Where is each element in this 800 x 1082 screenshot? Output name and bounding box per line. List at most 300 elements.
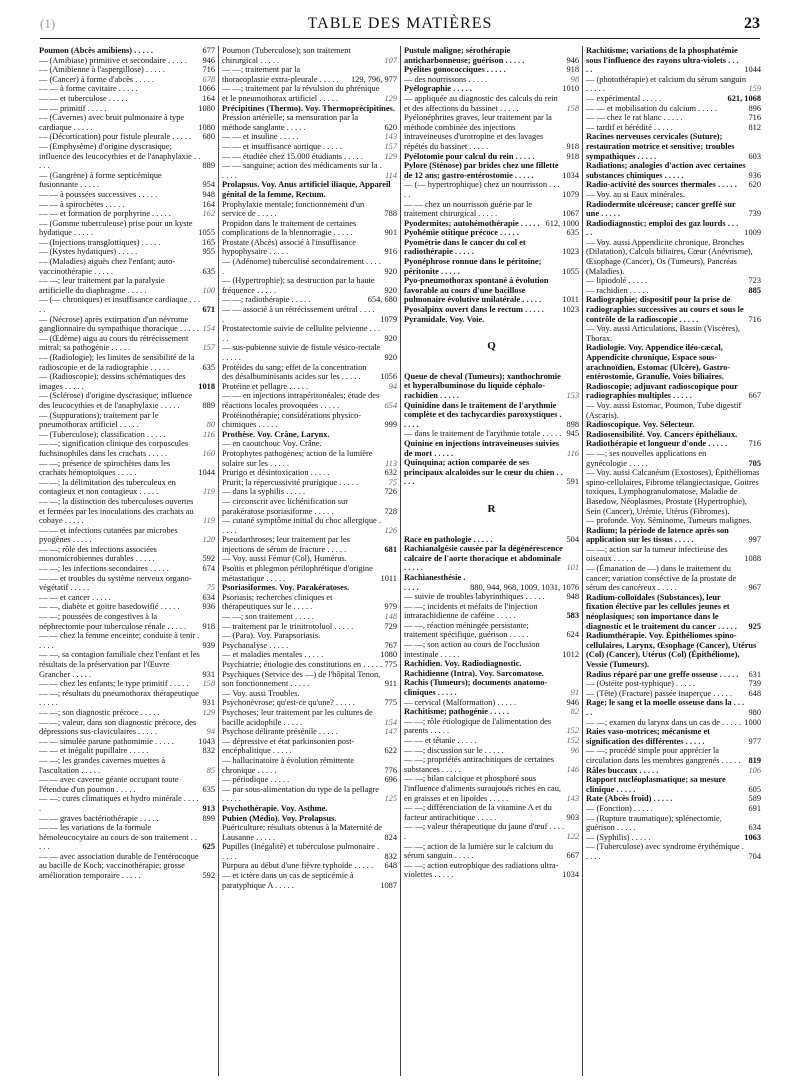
entry-page-number: 832 xyxy=(384,851,397,861)
entry-text: — dans la syphilis . . . . . xyxy=(222,487,306,497)
entry-text: Quinidine dans le traitement de l'arythmie complète et des tachycardies paroxystiques . . . . . xyxy=(404,400,562,429)
entry-text: — —; procédé simple pour apprécier la circulation dans les membres gangrenés . . . . . xyxy=(586,746,741,765)
index-entry xyxy=(404,65,579,75)
entry-page-number: 936 xyxy=(202,602,215,612)
entry-page-number: 739 xyxy=(748,679,761,689)
index-entry xyxy=(39,295,215,314)
index-entry xyxy=(222,46,397,65)
index-entry xyxy=(39,132,215,142)
entry-text: — — à spirochètes . . . . . xyxy=(39,199,125,209)
entry-page-number: 716 xyxy=(748,439,761,449)
index-entry xyxy=(222,823,397,842)
index-entry xyxy=(222,842,397,861)
index-entry xyxy=(39,257,215,276)
entry-page-number: 165 xyxy=(202,237,215,247)
entry-text: Radiothérapie et longueur d'onde . . . . . xyxy=(586,439,728,449)
index-entry xyxy=(39,171,215,190)
entry-page-number: 605 xyxy=(748,784,761,794)
entry-text: Protéinothérapie; considérations physico-chimiques . . . . . xyxy=(222,410,362,430)
index-entry xyxy=(222,257,397,276)
entry-text: — dans le traitement de l'arythmie totale . . . . . xyxy=(404,429,562,439)
entry-text: — — et formation de porphyrine . . . . . xyxy=(39,209,171,219)
entry-text: Prurit; la répercussivité prurigique . . . . . xyxy=(222,477,359,487)
entry-page-number: 925 xyxy=(748,621,761,631)
entry-text: Psychothérapie. Voy. Asthme. xyxy=(222,803,328,813)
entry-text: — — et troubles du système nerveux organo-végétatif . . . . . xyxy=(39,573,192,593)
entry-page-number: 634 xyxy=(202,592,215,602)
index-entry xyxy=(404,439,579,458)
entry-page-number: 624 xyxy=(566,630,579,640)
entry-text: — et ictère dans un cas de septicémie à paratyphique A . . . . . xyxy=(222,871,354,890)
entry-page-number: 918 xyxy=(566,65,579,75)
entry-page-number: 999 xyxy=(384,420,397,430)
index-entry xyxy=(586,766,761,776)
entry-page-number: 1056 xyxy=(380,372,397,382)
index-entry xyxy=(404,755,579,774)
entry-page-number: 704 xyxy=(748,851,761,861)
entry-text: Radiologie. Voy. Appendice iléo-cæcal, Appendicite chronique, Espace sous-arachnoïdien, Estomac (Ulcère), Gastro-entérostomie, Granulie, Voies biliaires. xyxy=(586,343,731,382)
entry-text: — (Sclérose) d'origine dyscrasique; influence des leucocythies et de l'anaphylaxie . . . . . xyxy=(39,391,193,410)
entry-text: Pyélotomie pour calcul du rein . . . . . xyxy=(404,151,535,161)
entry-page-number: 1063 xyxy=(744,832,761,842)
index-entry xyxy=(39,526,215,545)
entry-page-number: 591 xyxy=(566,477,579,487)
entry-text: — dépressive et état parkinsonien post-encéphalitique . . . . . xyxy=(222,736,355,756)
entry-text: — cutané symptôme initial du choc allergique . . . . . xyxy=(222,516,381,535)
index-entry xyxy=(404,842,579,861)
entry-page-number: 146 xyxy=(566,764,579,774)
entry-text: Quinine en injections intraveineuses suivies de mort . . . . . xyxy=(404,438,559,458)
entry-text: — —; valeur thérapeutique du jaune d'œuf . . . . . xyxy=(404,822,565,841)
index-entry xyxy=(586,526,761,545)
entry-text: Pyélographie . . . . . xyxy=(404,84,472,94)
entry-text: — — et tuberculose . . . . . xyxy=(39,93,128,103)
entry-text: Rachidien. Voy. Radiodiagnostic. xyxy=(404,659,522,669)
index-entry xyxy=(222,689,397,699)
entry-text: Râles buccaux . . . . . xyxy=(586,765,659,775)
index-entry xyxy=(404,640,579,659)
entry-text: — (Hypertrophie); sa destruction par la haute fréquence . . . . . xyxy=(222,276,375,295)
index-entry xyxy=(39,756,215,775)
index-entry xyxy=(222,391,397,410)
entry-page-number: 931 xyxy=(202,669,215,679)
entry-page-number: 625 xyxy=(202,842,215,852)
entry-text: Radiographie; dispositif pour la prise de radiographies successives au cours et sous le contrôle de la radioscopie . . . . . xyxy=(586,295,744,324)
entry-page-number: 832 xyxy=(202,746,215,756)
index-entry xyxy=(39,65,215,75)
entry-page-number: 152 xyxy=(566,726,579,736)
entry-page-number: 1055 xyxy=(562,266,579,276)
index-entry xyxy=(586,794,761,804)
entry-text: Queue de cheval (Tumeurs); xanthochromie et hyperalbuminose du liquide céphalo-rachidien . . . . . xyxy=(404,371,561,400)
entry-page-number: 681 xyxy=(384,544,397,554)
entry-text: — — étudiée chez 15.000 étudiants . . . . . xyxy=(222,151,363,161)
index-entry xyxy=(222,650,397,660)
entry-page-number: 1011 xyxy=(380,573,397,583)
entry-text: Pyramidale. Voy. Voie. xyxy=(404,314,485,324)
index-entry xyxy=(586,382,761,401)
entry-text: — — primitif . . . . . xyxy=(39,103,107,113)
entry-page-number: 157 xyxy=(202,343,215,353)
entry-page-number: 1080 xyxy=(380,650,397,660)
index-entry xyxy=(222,132,397,142)
entry-text: — Voy. aussi Fémur (Col), Humérus. xyxy=(222,554,347,564)
entry-page-number: 1012 xyxy=(562,649,579,659)
index-entry xyxy=(404,161,579,180)
entry-page-number: 592 xyxy=(202,554,215,564)
entry-page-number: 635 xyxy=(566,228,579,238)
index-entry xyxy=(404,803,579,822)
index-entry xyxy=(39,718,215,737)
entry-text: — Voy. aussi Estomac, Poumon, Tube digestif (Ascaris). xyxy=(586,400,742,420)
entry-page-number: 620 xyxy=(748,180,761,190)
entry-page-number: 788 xyxy=(384,209,397,219)
entry-page-number: 680 xyxy=(202,132,215,142)
entry-page-number: 728 xyxy=(384,506,397,516)
entry-text: — — et inégalit pupillaire . . . . . xyxy=(39,746,149,756)
entry-page-number: 824 xyxy=(384,832,397,842)
index-entry xyxy=(404,75,579,85)
index-entry xyxy=(222,554,397,564)
index-entry xyxy=(39,56,215,66)
entry-text: — —; rôle des infections associées monomicrobiennes durables . . . . . xyxy=(39,544,157,564)
entry-text: — —; incidents et méfaits de l'injection intrarachidienne de caféine . . . . . xyxy=(404,601,538,621)
entry-text: Pyométrie dans le cancer du col et radiothérapie . . . . . xyxy=(404,237,526,257)
entry-text: — —; son traitement . . . . . xyxy=(222,612,314,622)
index-entry xyxy=(404,774,579,803)
entry-page-number: 1023 xyxy=(562,247,579,257)
entry-page-number: 1055 xyxy=(198,228,215,238)
index-entry xyxy=(39,411,215,430)
index-entry xyxy=(222,430,397,440)
entry-text: Radium; la période de latence après son application sur les tissus . . . . . xyxy=(586,525,729,545)
entry-text: Racines nerveuses cervicales (Suture); restauration motrice et sensitive; troubles sympathiques . . . . . xyxy=(586,132,735,161)
entry-text: Rachitisme; variations de la phosphatémie sous l'influence des rayons ultra-violets . . . . . xyxy=(586,46,739,75)
index-entry xyxy=(586,200,761,219)
index-entry xyxy=(222,564,397,583)
entry-text: — — à forme cavitaire . . . . . xyxy=(39,84,138,94)
entry-page-number: 889 xyxy=(202,161,215,171)
entry-text: — (Kystes hydatiques) . . . . . xyxy=(39,247,138,257)
entry-page-number: 147 xyxy=(384,727,397,737)
index-entry xyxy=(39,391,215,410)
entry-page-number: 775 xyxy=(384,698,397,708)
index-entry xyxy=(586,679,761,689)
index-entry xyxy=(39,104,215,114)
section-letter: R xyxy=(487,502,496,515)
entry-text: Radius réparé par une greffe osseuse . . . . . xyxy=(586,669,739,679)
index-entry xyxy=(404,592,579,602)
entry-page-number: 592 xyxy=(202,871,215,881)
entry-page-number: 955 xyxy=(202,247,215,257)
entry-text: — (Injections transglottiques) . . . . . xyxy=(39,237,161,247)
entry-text: Rage; le sang et la moelle osseuse dans la . . . . . xyxy=(586,698,745,717)
index-entry xyxy=(222,497,397,516)
entry-page-number: 1010 xyxy=(562,84,579,94)
entry-text: Prurigo et désintoxication . . . . . xyxy=(222,468,330,478)
index-entry xyxy=(404,544,579,573)
index-entry xyxy=(404,315,579,325)
entry-text: — — graves bactériothérapie . . . . . xyxy=(39,813,159,823)
index-entry xyxy=(586,46,761,75)
index-entry xyxy=(404,458,579,487)
entry-text: Pyodermites; autohémothérapie . . . . . xyxy=(404,218,540,228)
entry-page-number: 946 xyxy=(566,55,579,65)
index-entry xyxy=(586,75,761,94)
entry-page-number: 979 xyxy=(384,602,397,612)
entry-page-number: 1000 xyxy=(744,717,761,727)
entry-text: Rachidienne (Intra). Voy. Sarcomatose. xyxy=(404,668,544,678)
entry-text: — —; rôle étiologique de l'alimentation des parents . . . . . xyxy=(404,716,552,736)
entry-page-number: 671 xyxy=(202,305,215,315)
entry-text: — Voy. aussi Troubles. xyxy=(222,688,300,698)
index-entry xyxy=(222,324,397,343)
index-entry xyxy=(586,276,761,286)
entry-page-number: 896 xyxy=(748,103,761,113)
index-entry xyxy=(586,449,761,468)
entry-text: Psychoses; leur traitement par les cultures de bacille acidophile . . . . . xyxy=(222,707,373,727)
entry-page-number: 1088 xyxy=(744,554,761,564)
index-entry xyxy=(39,94,215,104)
entry-text: — — associé à un rétrécissement urétral . . . . . xyxy=(222,305,375,324)
entry-page-number: 946 xyxy=(202,55,215,65)
entry-text: Protéides du sang; effet de la concentration des désalbuminisants acides sur les . . . . . xyxy=(222,362,367,382)
entry-text: Psychose délirante présénile . . . . . xyxy=(222,727,338,737)
entry-page-number: 899 xyxy=(202,813,215,823)
entry-text: — traitement par le trinitrotoluol . . . . . xyxy=(222,621,354,631)
entry-page-number: 696 xyxy=(384,775,397,785)
index-entry xyxy=(39,478,215,497)
entry-text: — — chez les enfants; le type primitif . . . . . xyxy=(39,679,189,689)
index-entry xyxy=(222,593,397,612)
entry-page-number: 107 xyxy=(384,55,397,65)
index-entry xyxy=(222,737,397,756)
entry-page-number: 716 xyxy=(202,65,215,75)
index-entry xyxy=(586,238,761,276)
index-entry xyxy=(586,420,761,430)
entry-text: — (Maladies) aiguës chez l'enfant; auto-vaccinothérapie . . . . . xyxy=(39,257,176,276)
entry-text: Radium-colloïdales (Substances), leur fixation élective par les cellules jeunes et néoplasiques; son importance dans le diagnostic et le traitement du cancer . . . . . xyxy=(586,592,737,631)
entry-page-number: 129 xyxy=(384,93,397,103)
index-entry xyxy=(222,152,397,162)
entry-page-number: 1087 xyxy=(380,880,397,890)
entry-text: — — et cancer . . . . . xyxy=(39,592,111,602)
entry-text: — (— hypertrophique) chez un nourrisson . . . . . xyxy=(404,180,560,199)
entry-page-number: 1023 xyxy=(562,305,579,315)
index-entry xyxy=(222,871,397,890)
index-entry xyxy=(222,200,397,219)
index-entry xyxy=(222,775,397,785)
index-entry xyxy=(586,564,761,593)
entry-text: — tardif et hérédité . . . . . xyxy=(586,122,673,132)
entry-page-number: 880, 944, 968, 1009, 1031, 1076 xyxy=(470,582,579,592)
index-entry xyxy=(222,219,397,238)
index-entry xyxy=(586,775,761,794)
entry-text: — —; la distinction des tuberculoses ouvertes et fermées par les inoculations des crachats au cobaye . . . . . xyxy=(39,496,194,526)
index-entry xyxy=(39,209,215,219)
entry-page-number: 948 xyxy=(202,189,215,199)
index-columns xyxy=(36,46,764,1076)
entry-text: Précipitines (Thermo). Voy. Thermoprécipitines. xyxy=(222,103,395,113)
entry-text: — (Tuberculose); classification . . . . . xyxy=(39,429,166,439)
entry-text: Prostatectomie suivie de cellulite pelvienne . . . . . xyxy=(222,324,381,343)
entry-page-number: 129 xyxy=(384,151,397,161)
entry-text: Pyonéphrose ronnue dans le péritoine; péritonite . . . . . xyxy=(404,257,542,276)
entry-page-number: 143 xyxy=(384,132,397,142)
entry-text: — (Cancer) à forme d'abcès . . . . . xyxy=(39,74,154,84)
index-entry xyxy=(39,593,215,603)
index-entry xyxy=(39,602,215,612)
index-entry xyxy=(222,641,397,651)
index-entry xyxy=(39,84,215,94)
entry-text: — par sous-alimentation du type de la pellagre . . . . . xyxy=(222,784,379,804)
entry-text: Radioscopie; adjuvant radioscopique pour radiographies multiples . . . . . xyxy=(586,381,738,401)
entry-page-number: 901 xyxy=(384,228,397,238)
index-entry xyxy=(39,276,215,295)
index-entry xyxy=(404,573,579,592)
entry-text: — — chez la femme enceinte; conduite à tenir . . . . . xyxy=(39,631,200,650)
entry-text: — (Fonction) . . . . . xyxy=(586,803,653,813)
entry-text: — rachidien . . . . . xyxy=(586,285,649,295)
index-entry xyxy=(39,353,215,372)
index-entry xyxy=(222,612,397,622)
entry-text: — (Nécrose) après extirpation d'un névrome ganglionnaire du sympathique thoracique . . . . . xyxy=(39,314,199,334)
index-entry xyxy=(586,727,761,746)
index-entry xyxy=(222,708,397,727)
entry-page-number: 1034 xyxy=(562,870,579,880)
entry-text: Poumon (Abcès amibiens) . . . . . xyxy=(39,46,153,55)
entry-page-number: 716 xyxy=(748,113,761,123)
entry-text: Pylore (Sténose) par brides chez une fillette de 12 ans; gastro-entérostomie . . . . . xyxy=(404,161,559,180)
entry-page-number: 1066 xyxy=(198,84,215,94)
entry-text: Propidon dans le traitement de certaines complications de la blennorragie . . . . . xyxy=(222,218,357,238)
index-entry xyxy=(39,75,215,85)
entry-page-number: 1034 xyxy=(562,170,579,180)
entry-text: — Voy. aussi Calcanéum (Exostoses), Épithéliomas spino-cellulaires, Fibrome télangiectasique, Goitres toxiques, Lymphogranulomatose, Maladie de Basedow, Néoplasmes, Prostate (Hypertrophie), Sein (Cancer), Urémie, Utérus (Fibromes). xyxy=(586,468,760,516)
entry-text: — — et infections cutanées par microbes pyogènes . . . . . xyxy=(39,525,178,545)
index-entry xyxy=(404,113,579,151)
entry-text: — Voy. aussi Appendicite chronique, Bronches (Dilatation), Calculs biliaires, Cœur (Anévrisme), Œsophage (Cancer), Os (Tumeurs), Pancréas (Maladies). xyxy=(586,237,753,276)
entry-text: Psychiatrie; étiologie des constitutions en . . . . . xyxy=(222,660,383,669)
index-entry xyxy=(222,583,397,593)
entry-text: Radiodiagnostic; emploi des gaz lourds . . . . . xyxy=(586,218,739,238)
entry-page-number: 620 xyxy=(384,122,397,132)
index-entry xyxy=(404,46,579,65)
entry-text: Pustule maligne; sérothérapie anticharbonneuse; guérison . . . . . xyxy=(404,46,525,65)
entry-text: — —; poussées de congestives à la néphrectomie pour tuberculose rénale . . . . . xyxy=(39,612,187,631)
entry-page-number: 911 xyxy=(384,679,397,689)
entry-page-number: 667 xyxy=(748,391,761,401)
entry-text: — (Emphysème) d'origine dyscrasique; influence des leucocythies et de l'anaphylaxie . . . . . xyxy=(39,141,201,171)
index-entry xyxy=(222,478,397,488)
index-entry xyxy=(404,401,579,430)
entry-text: — (Ostéite post-typhique) . . . . . xyxy=(586,679,695,689)
index-entry xyxy=(39,334,215,353)
entry-page-number: 898 xyxy=(566,419,579,429)
entry-text: — — avec association durable de l'entérocoque au bacille de Koch; vaccinothérapie; grosse amélioration temporaire . . . . . xyxy=(39,851,199,881)
index-entry xyxy=(39,200,215,210)
entry-text: Rate (Abcès froid) . . . . . xyxy=(586,794,673,804)
index-entry xyxy=(586,123,761,133)
entry-text: — (Rupture traumatique); splénectomie, guérison . . . . . xyxy=(586,813,722,833)
entry-page-number: 100 xyxy=(202,285,215,295)
entry-text: — —; leur traitement par la paralysie artificielle du diaphragme . . . . . xyxy=(39,276,165,295)
index-entry xyxy=(222,161,397,180)
entry-text: Rapport nucléoplasmatique; sa mesure clinique . . . . . xyxy=(586,775,726,794)
entry-text: Psoriasis; recherches cliniques et thérapeutiques sur le . . . . . xyxy=(222,592,333,612)
entry-text: Psoriasiformes. Voy. Parakératoses. xyxy=(222,583,350,593)
entry-text: Pyo-pneumothorax spontané à évolution favorable au cours d'une bacillose pulmonaire évolutive unilatérale . . . . . xyxy=(404,276,549,305)
index-entry xyxy=(222,516,397,535)
entry-page-number: 114 xyxy=(385,170,397,180)
index-entry xyxy=(39,564,215,574)
index-entry xyxy=(39,612,215,631)
entry-page-number: 967 xyxy=(748,583,761,593)
index-entry xyxy=(586,468,761,516)
entry-page-number: 101 xyxy=(566,563,579,573)
index-entry xyxy=(586,833,761,843)
entry-page-number: 98 xyxy=(570,74,579,84)
entry-page-number: 154 xyxy=(384,717,397,727)
entry-page-number: 603 xyxy=(748,151,761,161)
entry-text: — — chez le rat blanc . . . . . xyxy=(586,113,683,123)
entry-text: — —; valeur, dans son diagnostic précoce, des dépressions sus-claviculaires . . . . . xyxy=(39,717,197,737)
index-entry xyxy=(39,113,215,132)
index-entry xyxy=(586,804,761,814)
index-entry xyxy=(404,152,579,162)
entry-text: — —; signification clinique des corpuscules fuchsinophiles dans les crachats . . . . . xyxy=(39,439,189,458)
index-entry xyxy=(586,286,761,296)
entry-page-number: 119 xyxy=(203,487,215,497)
index-entry xyxy=(39,247,215,257)
entry-page-number: 916 xyxy=(384,247,397,257)
entry-text: Radio-activité des sources thermales . . . . . xyxy=(586,180,737,190)
index-entry xyxy=(39,459,215,478)
entry-text: — (Cavernes) avec bruit pulmonaire à type cardiaque . . . . . xyxy=(39,113,185,132)
entry-text: — expérimental . . . . . xyxy=(586,93,662,103)
entry-text: — (Tête) (Fracture) passée inaperçue . . . . . xyxy=(586,688,733,698)
entry-text: — —, sa contagion familiale chez l'enfant et les résultats de la préservation par l'Œuvre Grancher . . . . . xyxy=(39,650,200,679)
entry-text: — —; propriétés antirachitiques de certaines substances . . . . . xyxy=(404,755,554,774)
entry-text: — circonscrit avec lichénification sur parakératose psoriasiforme . . . . . xyxy=(222,496,349,516)
index-entry xyxy=(222,343,397,362)
index-entry xyxy=(404,717,579,736)
entry-page-number: 1009 xyxy=(744,228,761,238)
entry-text: — —; discussion sur le . . . . . xyxy=(404,745,504,755)
entry-text: — (photothérapie) et calcium du sérum sanguin . . . . . xyxy=(586,74,747,94)
index-entry xyxy=(222,142,397,152)
index-entry xyxy=(39,430,215,440)
entry-page-number: 635 xyxy=(202,266,215,276)
index-column-3 xyxy=(400,46,582,1076)
index-entry xyxy=(586,132,761,161)
index-entry xyxy=(586,180,761,190)
entry-text: — —; son diagnostic précoce . . . . . xyxy=(39,707,160,717)
entry-page-number: 85 xyxy=(206,765,215,775)
index-entry xyxy=(404,698,579,708)
entry-page-number: 939 xyxy=(202,640,215,650)
index-entry xyxy=(39,372,215,391)
index-entry xyxy=(222,804,397,814)
header-left-mark: (1) xyxy=(40,16,56,31)
index-column-2 xyxy=(218,46,400,1076)
index-entry xyxy=(404,200,579,219)
entry-text: — — chez un nourrisson guérie par le traitement chirurgical . . . . . xyxy=(404,199,533,219)
entry-text: Quinquina; action comparée de ses principaux alcaloïdes sur le cœur du chien . . . . . xyxy=(404,458,563,487)
index-entry xyxy=(222,363,397,382)
index-entry xyxy=(404,669,579,679)
entry-page-number: 716 xyxy=(748,314,761,324)
